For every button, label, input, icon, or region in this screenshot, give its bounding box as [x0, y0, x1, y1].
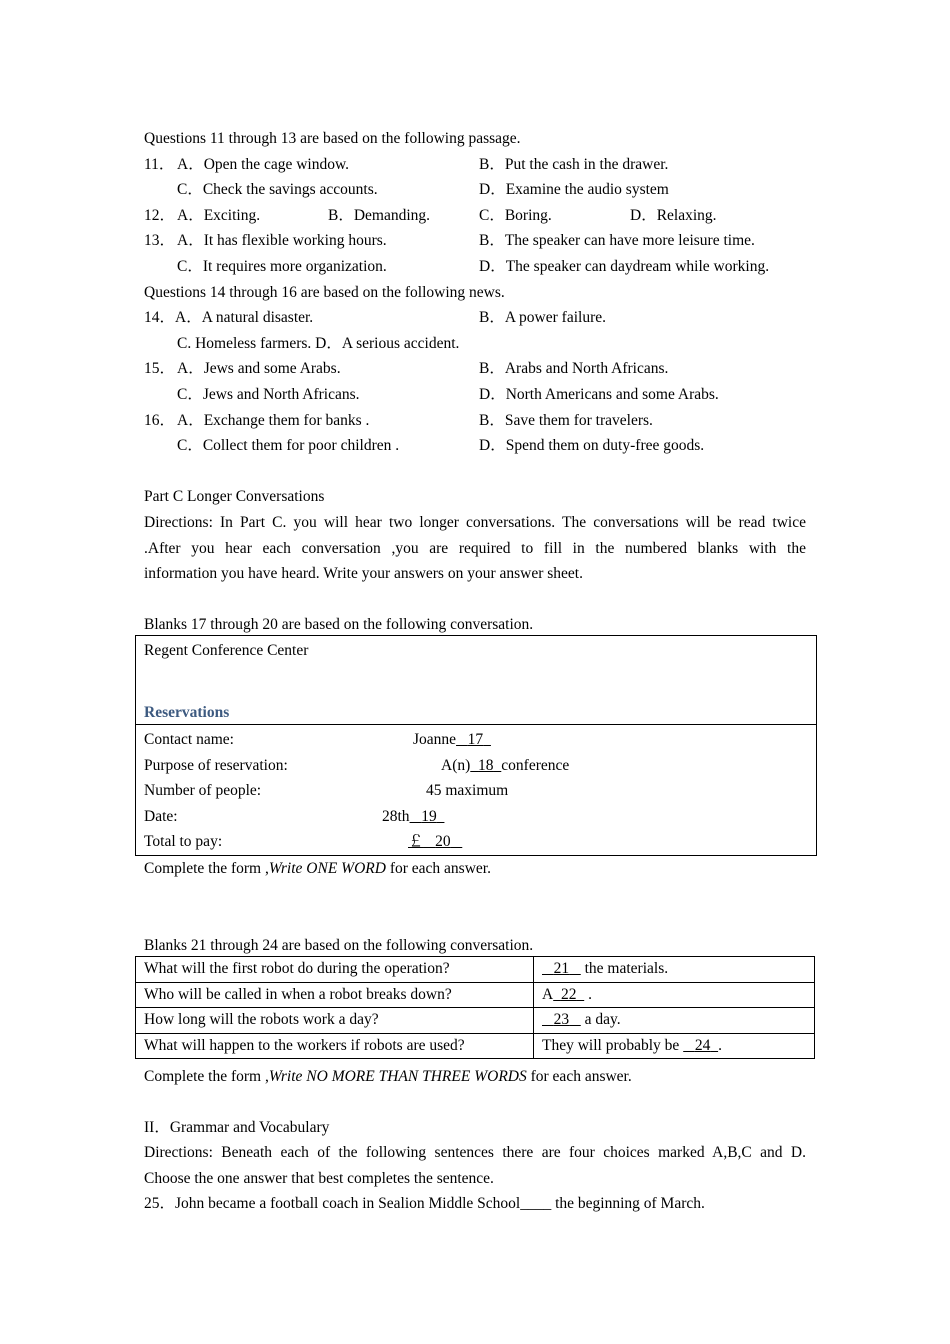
option-c: C．It requires more organization. [177, 257, 387, 275]
option-a: A．Jews and some Arabs. [177, 360, 341, 378]
question-number: 16． [144, 411, 176, 429]
option-d: D．Examine the audio system [479, 181, 669, 199]
question-11-cd [144, 177, 806, 203]
option-b: B．Arabs and North Africans. [479, 360, 669, 378]
blank-20: 20 [435, 833, 451, 851]
form-row-contact: Contact name: Joanne 17 [144, 731, 484, 748]
option-c: C．Collect them for poor children . [177, 437, 400, 455]
option-a: A．It has flexible working hours. [177, 232, 387, 250]
grammar-directions-2: Choose the one answer that best completes the sentence. [144, 1170, 494, 1187]
reservations-heading: Reservations [144, 704, 230, 721]
table-row: What will happen to the workers if robots are used? They will probably be 24 . [136, 1033, 815, 1059]
conversation-2-intro: Blanks 21 through 24 are based on the following conversation. [144, 937, 534, 954]
option-c: C．Jews and North Africans. [177, 385, 360, 403]
conversation-2-note: Complete the form ,Write NO MORE THAN THREE WORDS for each answer. [144, 1068, 632, 1085]
question-11 [144, 152, 806, 178]
blank-23: 23 [553, 1011, 570, 1029]
question-number: 11． [144, 155, 175, 173]
form-header [136, 636, 816, 725]
question-16 [144, 408, 806, 434]
option-b: B．Save them for travelers. [479, 411, 653, 429]
question-number: 13． [144, 232, 176, 250]
table-row: What will the first robot do during the operation? 21 the materials. [136, 957, 815, 983]
option-a: A．Open the cage window. [177, 155, 350, 173]
option-d: D．North Americans and some Arabs. [479, 385, 719, 403]
option-d: D．Relaxing. [630, 206, 717, 224]
conversation-1-intro: Blanks 17 through 20 are based on the following conversation. [144, 616, 534, 634]
question-number: 14． [144, 309, 176, 327]
section-intro: Questions 11 through 13 are based on the following passage. [144, 130, 521, 147]
option-a: A．Exchange them for banks . [177, 411, 370, 429]
document-page [144, 126, 806, 638]
option-b: B．The speaker can have more leisure time. [479, 232, 755, 250]
question-15-cd [144, 382, 806, 408]
question-13-cd [144, 254, 806, 280]
blank-17: 17 [467, 731, 484, 748]
reservation-form [135, 635, 817, 856]
question-13 [144, 228, 806, 254]
form-row-purpose: Purpose of reservation: A(n) 18 conference [144, 756, 570, 774]
blank-22: 22 [560, 985, 577, 1003]
form-row-total: Total to pay: ￡ 20 [144, 833, 451, 851]
option-c: C．Boring. [479, 206, 552, 224]
part-c-title: Part C Longer Conversations [144, 488, 325, 506]
question-16-cd [144, 433, 806, 459]
table-row: How long will the robots work a day? 23 a day. [136, 1008, 815, 1034]
option-b: B．A power failure. [479, 309, 606, 327]
option-c: C．Check the savings accounts. [177, 181, 378, 199]
option-d: D．Spend them on duty-free goods. [479, 437, 705, 455]
question-number: 12． [144, 206, 176, 224]
blank-21: 21 [553, 960, 570, 977]
table-row: Who will be called in when a robot breaks down? A 22 . [136, 982, 815, 1008]
blank-18: 18 [478, 756, 494, 774]
question-12 [144, 203, 806, 229]
question-25: 25．John became a football coach in Sealion Middle School____ the beginning of March. [144, 1195, 705, 1212]
form-row-date: Date: 28th 19 [144, 807, 437, 825]
robot-form [135, 956, 815, 1059]
form-row-people: Number of people: 45 maximum [144, 782, 509, 800]
part-c-directions-2: .After you hear each conversation ,you are required to fill in the numbered blanks with the [144, 539, 806, 557]
part-c-directions-1: Directions: In Part C. you will hear two longer conversations. The conversations will be read twice [144, 513, 806, 531]
grammar-directions-1: Directions: Beneath each of the following sentences there are four choices marked A,B,C and D. [144, 1144, 806, 1161]
option-cd: C. Homeless farmers. D．A serious accident. [177, 334, 460, 352]
blank-24: 24 [694, 1036, 711, 1054]
part-c-directions-3: information you have heard. Write your answers on your answer sheet. [144, 565, 583, 583]
question-14 [144, 305, 806, 331]
option-d: D．The speaker can daydream while working. [479, 257, 770, 275]
question-15 [144, 356, 806, 382]
conversation-1-note: Complete the form ,Write ONE WORD for each answer. [144, 860, 491, 877]
option-a: A．Exciting. [177, 206, 261, 224]
news-intro: Questions 14 through 16 are based on the following news. [144, 283, 505, 301]
option-b: B．Put the cash in the drawer. [479, 155, 669, 173]
question-14-cd [144, 331, 806, 357]
blank-19: 19 [421, 807, 437, 825]
grammar-title: II．Grammar and Vocabulary [144, 1119, 330, 1136]
option-b: B．Demanding. [328, 206, 431, 224]
question-number: 15． [144, 360, 176, 378]
option-a: A．A natural disaster. [175, 309, 314, 327]
center-name: Regent Conference Center [144, 642, 309, 659]
